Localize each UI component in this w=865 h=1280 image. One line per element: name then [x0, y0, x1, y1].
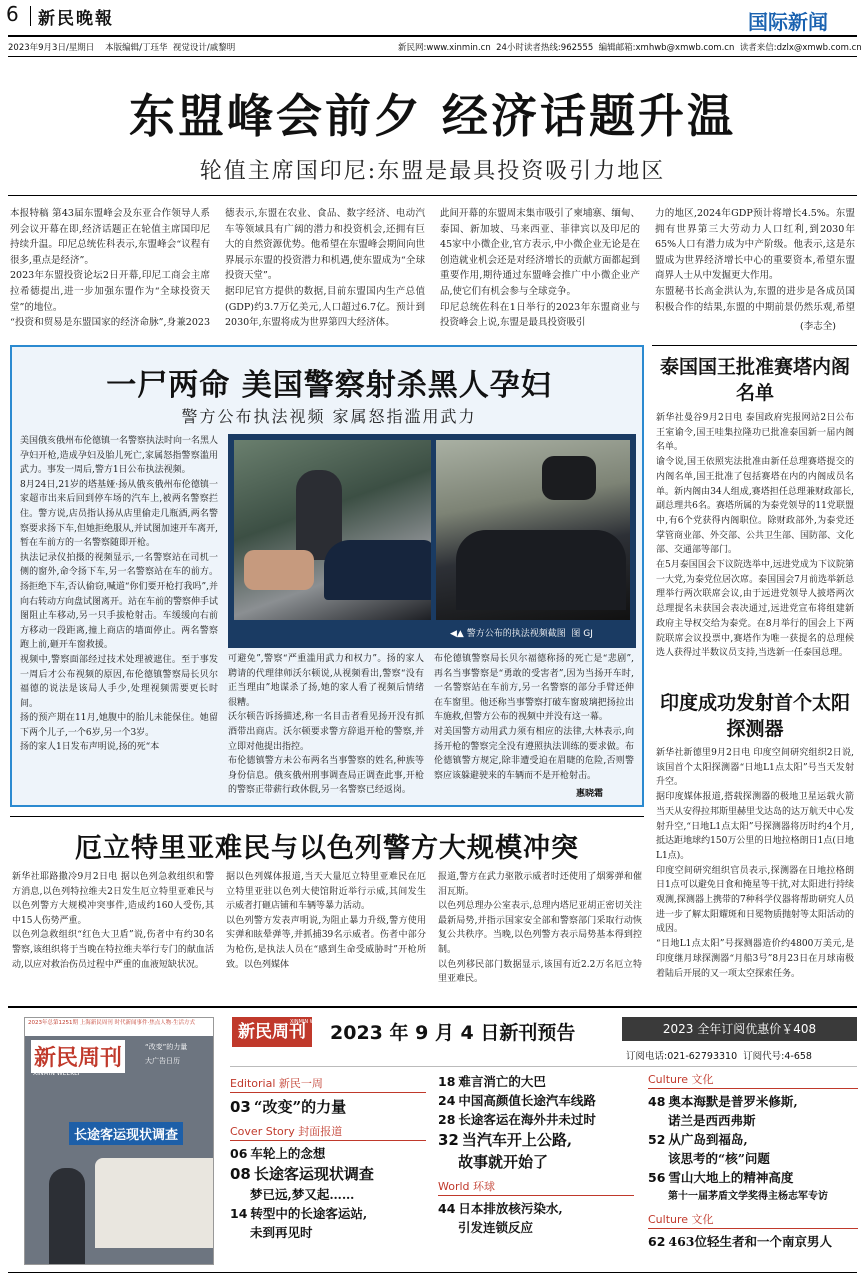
eritrea-column-3 — [438, 870, 642, 988]
preview-item-page: 56 — [648, 1170, 666, 1185]
lead-col3-text: 此间开幕的东盟周末集市吸引了柬埔寨、缅甸、泰国、新加坡、马来西亚、菲律宾以及印尼的45家中小微企业,官方表示,中小微企业无论是在创造就业机会还是对经济增长的贡献方面都起到重要作用,期待通过东盟峰会推广中小微企业产品,使它们有机会参与全球竞争。 印尼总统佐科在1日举行的2023年东盟商业与投资峰会上说,东盟是最具投资吸引 — [440, 208, 640, 329]
preview-item-page: 44 — [438, 1201, 456, 1216]
cover-person-shape — [49, 1168, 85, 1265]
car-windshield-shape — [456, 530, 626, 610]
preview-item-subtitle: 该思考的“核”问题 — [668, 1151, 770, 1166]
preview-item-title: 当汽车开上公路, — [461, 1131, 573, 1149]
eritrea-col1-text: 新华社耶路撒冷9月2日电 据以色列急救组织和警方消息,以色列特拉维夫2日发生厄立特里亚难民与以色列警方大规模冲突事件,造成约160人受伤,其中15人伤势严重。 以色列急救组织“红色大卫盾”说,伤者中有约30名警察,该组织将于当晚在特拉维夫举行专门的献血活动,以应对救治伤员过程中严重的血液短缺状况。 — [12, 872, 214, 970]
lead-col4-text: 力的地区,2024年GDP预计将增长4.5%。东盟拥有世界第三大劳动力人口红利,到2030年65%人口有潜力成为中产阶级。他表示,这是东盟成为世界经济增长中心的重要资本,希望东盟商界人士从中发掘更大作用。 东盟秘书长高金洪认为,东盟的进步是各成员国积极合作的结果,东盟的中期前景仍然乐观,希望 — [655, 208, 855, 313]
photo-caption: ◀▲ 警方公布的执法视频截图 图 GJ — [450, 629, 593, 639]
feature-column-2 — [228, 652, 424, 802]
preview-item-title: 车轮上的念想 — [250, 1146, 326, 1161]
feature-column-1 — [20, 434, 218, 799]
header-rule-2 — [8, 56, 857, 57]
cover-tag-1: “改变”的力量 — [145, 1043, 188, 1051]
preview-item-title: 日本排放核污染水, — [458, 1201, 563, 1216]
preview-item-page: 14 — [230, 1206, 248, 1221]
preview-item-subtitle: 诺兰是西西弗斯 — [668, 1113, 756, 1128]
preview-logo-sub: XINMIN WEEKLY — [290, 1019, 330, 1025]
feature-headline: 一尸两命 美国警察射杀黑人孕妇 — [106, 368, 552, 403]
cover-bus-shape — [95, 1158, 214, 1248]
header-meta-left: 2023年9月3日/星期日 本版编辑/丁珏华 视觉设计/戚黎明 — [8, 43, 236, 53]
lead-byline: (李志全) — [800, 321, 836, 332]
section-title: 国际新闻 — [748, 10, 828, 34]
preview-item-page: 48 — [648, 1094, 666, 1109]
header-divider-small — [30, 6, 31, 26]
preview-item-title: 难言消亡的大巴 — [458, 1074, 546, 1089]
lead-column-3 — [440, 206, 640, 330]
preview-item-subtitle: 故事就开始了 — [458, 1153, 549, 1171]
cover-logo: 新民周刊 — [31, 1040, 125, 1073]
header-rule — [8, 35, 857, 37]
hand-pistol-shape — [244, 550, 314, 590]
preview-item-page: 32 — [438, 1131, 459, 1149]
preview-item-page: 28 — [438, 1112, 456, 1127]
preview-item-page: 52 — [648, 1132, 666, 1147]
preview-item — [648, 1092, 858, 1111]
feature-subhead: 警方公布执法视频 家属怒指滥用武力 — [181, 407, 477, 426]
cover-logo-en: XINMIN WEEKLY — [33, 1070, 81, 1077]
lead-rule — [8, 195, 857, 196]
preview-item — [230, 1096, 426, 1118]
preview-item-title: 463位轻生者和一个南京男人 — [668, 1234, 832, 1249]
lead-headline: 东盟峰会前夕 经济话题升温 — [128, 89, 736, 143]
preview-item-title: 转型中的长途客运站, — [250, 1206, 368, 1221]
eritrea-headline: 厄立特里亚难民与以色列警方大规模冲突 — [75, 833, 579, 864]
bodycam-photo-left — [234, 440, 431, 620]
india-headline: 印度成功发射首个太阳探测器 — [660, 692, 851, 740]
preview-item-page: 06 — [230, 1146, 248, 1161]
eritrea-col3-text: 报道,警方在武力驱散示威者时还使用了烟雾弹和催泪瓦斯。 以色列总理办公室表示,总理内塔尼亚胡正密切关注最新局势,并指示国家安全部和警察部门采取行动恢复公共秩序。当晚,以色列警方表示局势基本得到控制。 以色列移民部门数据显示,该国有近2.2万名厄立特里亚难民。 — [438, 872, 642, 985]
preview-item-page: 62 — [648, 1234, 666, 1249]
preview-item-title: 从广岛到福岛, — [668, 1132, 748, 1147]
feature-byline: 惠晓霜 — [576, 789, 604, 799]
preview-item-title: “改变”的力量 — [253, 1098, 347, 1116]
car-shape — [324, 540, 431, 600]
page-number: 6 — [6, 2, 19, 26]
page-bottom-rule — [8, 1272, 857, 1273]
preview-section-label: Culture 文化 — [648, 1072, 858, 1089]
preview-logo-text: 新民周刊 — [238, 1022, 306, 1042]
eritrea-col2-text: 据以色列媒体报道,当天大量厄立特里亚难民在厄立特里亚驻以色列大使馆附近举行示威,其间发生示威者打砸店铺和车辆等暴力活动。 以色列警方发表声明说,为阻止暴力升级,警方使用实弹和眩晕弹等,并抓捕39名示威者。伤者中部分为枪伤,是执法人员在“感到生命受威胁时”开枪所致。以色列媒体 — [226, 872, 426, 970]
preview-item — [230, 1204, 426, 1223]
lead-col1-text: 本报特稿 第43届东盟峰会及东亚合作领导人系列会议开幕在即,经济话题正在轮值主席国印尼持续升温。印尼总统佐科表示,东盟峰会“议程有很多,重点是经济”。 2023年东盟投资论坛2日开幕,印尼工商会主席拉希德提出,进一步加强东盟作为“全球投资天堂”的地位。 “投资和贸易是东盟国家的经济命脉”,身兼2023 — [10, 208, 210, 329]
preview-column-3 — [648, 1072, 858, 1251]
preview-item — [438, 1199, 634, 1218]
magazine-cover — [24, 1017, 214, 1265]
preview-section-label: Editorial 新民一周 — [230, 1076, 426, 1093]
feature-col2-text: 可避免”,警察“严重滥用武力和权力”。扬的家人聘请的代理律师沃尔顿说,从视频看出,警察“没有正当理由”地谋杀了扬,她的家人看了视频后情绪很糟。 沃尔顿告诉扬描述,称一名目击者看见扬开没有抓酒带出商店。沃尔顿要求警方辞退开枪的警察,并立即对他提出指控。 布伦德镇警方未公布两名当事警察的姓名,种族等身份信息。俄亥俄州刑事调查局正调查此事,开枪的警察正带薪行政休假,另一名警察已经返岗。 — [228, 654, 424, 796]
preview-item — [648, 1232, 858, 1251]
preview-item — [648, 1130, 858, 1149]
preview-top-rule — [8, 1006, 857, 1008]
preview-column-1 — [230, 1076, 426, 1242]
preview-section-label: Culture 文化 — [648, 1212, 858, 1229]
thai-rule — [652, 345, 857, 346]
preview-item-title: 奥本海默是普罗米修斯, — [668, 1094, 798, 1109]
cover-tag-2: 大广告日历 — [145, 1057, 180, 1065]
preview-item — [648, 1168, 858, 1187]
preview-section-label: World 环球 — [438, 1179, 634, 1196]
cover-feature-title: 长途客运现状调查 — [69, 1122, 183, 1145]
feature-column-3 — [434, 652, 634, 802]
preview-item-page: 08 — [230, 1165, 251, 1183]
lead-col2-text: 德表示,东盟在农业、食品、数字经济、电动汽车等领域具有广阔的潜力和投资机会,还拥有巨大的自然资源优势。他希望在东盟峰会期间向世界展示东盟的投资潜力和机遇,使东盟成为“全球投资天堂”。 据印尼官方提供的数据,目前东盟国内生产总值(GDP)约3.7万亿美元,人口超过6.7亿。预计到2030年,东盟将成为世界第四大经济体。 — [225, 208, 425, 329]
lead-subhead: 轮值主席国印尼:东盟是最具投资吸引力地区 — [199, 159, 666, 184]
preview-item-subtitle: 引发连锁反应 — [458, 1220, 534, 1235]
preview-item-page: 03 — [230, 1098, 251, 1116]
preview-item-page: 24 — [438, 1093, 456, 1108]
preview-item — [438, 1091, 634, 1110]
india-column — [656, 746, 854, 986]
preview-item — [438, 1110, 634, 1129]
lead-column-2 — [225, 206, 425, 330]
thai-body-text: 新华社曼谷9月2日电 泰国政府宪报网站2日公布王室谕令,国王哇集拉隆功已批准泰国新一届内阁名单。 谕令说,国王依照宪法批准由新任总理赛塔提交的内阁名单,国王批准了包括赛塔在内的内阁成员名单。新内阁由34人组成,赛塔担任总理兼财政部长,副总理共6名。赛塔所属的为泰党领导的11党联盟中,有6个党获得内阁职位。除财政部外,为泰党还掌管商业部、外交部、公共卫生部、国防部、文化部、交通部等部门。 在5月泰国国会下议院选举中,远进党成为下议院第一大党,为泰党位居次席。泰国国会7月前选举新总理举行两次联席会议,由于远进党领导人披塔两次总理提名未获国会表决通过,远进党宣布将组建新政府主导权交给为泰党。在8月举行的国会上下两院联席会议投票中,赛塔作为唯一获提名的总理候选人获得过半数议员支持,当选新一任泰国总理。 — [656, 413, 854, 659]
feature-col3-text: 布伦德镇警察局长贝尔福德称扬的死亡是“悲剧”,再名当事警察是“勇敢的受害者”,因为当扬开车时,一名警察站在车前方,另一名警察的部分手臂还伸在车窗里。他还称当事警察打破车窗玻璃把扬拉出车施救,但警方公布的视频中并没有这一幕。 对美国警方动用武力须有相应的法律,大林表示,向扬开枪的警察完全没有遵照执法训练的要求做。布伦德镇警方规定,除非遭受迫在眉睫的危险,否则警察应该躲避驶来的车辆而不是开枪射击。 — [434, 654, 634, 781]
preview-item — [230, 1163, 426, 1185]
india-body-text: 新华社新德里9月2日电 印度空间研究组织2日说,该国首个太阳探测器“日地L1点太阳”号当天发射升空。 据印度媒体报道,搭载探测器的极地卫星运载火箭当天从安得拉邦斯里赫里戈达岛的达万航天中心发射升空,“日地L1点太阳”号探测器将历时约4个月,抵达距地球约150万公里的日地拉格朗日1点(日地L1点)。 印度空间研究组织官员表示,探测器在日地拉格朗日1点可以避免日食和掩星等干扰,对太阳进行持续观测,探测器上携带的7种科学仪器将帮助研究人员进一步了解太阳耀斑和日冕物质抛射等太阳活动的成因。 “日地L1点太阳”号探测器造价约4800万美元,是印度继月球探测器“月船3号”8月23日在月球南极着陆后开展的又一项太空探索任务。 — [656, 748, 854, 979]
paper-name: 新民晚報 — [38, 9, 114, 29]
preview-item-subtitle: 未到再见时 — [250, 1225, 313, 1240]
bodycam-photo-right — [436, 440, 630, 620]
cover-top-strip: 2023年总第1251期 上海新民周刊 时代新闻事件·焦点人物·生活方式 — [25, 1018, 214, 1036]
preview-item — [438, 1072, 634, 1091]
preview-item-title: 雪山大地上的精神高度 — [668, 1170, 794, 1185]
preview-item-subtitle: 梦已远,梦又起…… — [250, 1187, 355, 1202]
preview-item-title: 中国高颜值长途汽车线路 — [458, 1093, 596, 1108]
gloved-hand-shape — [542, 456, 596, 500]
preview-order-line: 订阅电话:021-62793310 订阅代号:4-658 — [626, 1051, 812, 1062]
thai-column — [656, 411, 854, 687]
lead-column-4 — [655, 206, 855, 314]
eritrea-column-2 — [226, 870, 426, 988]
preview-column-2 — [438, 1072, 634, 1237]
header-meta-right: 新民网:www.xinmin.cn 24小时读者热线:962555 编辑邮箱:xmhwb@xmwb.com.cn 读者来信:dzlx@xmwb.com.cn — [398, 43, 862, 53]
preview-item-subtitle: 第十一届茅盾文学奖得主杨志军专访 — [668, 1191, 828, 1202]
eritrea-rule — [10, 816, 644, 817]
preview-title: 2023 年 9 月 4 日新刊预告 — [330, 1022, 576, 1044]
preview-title-rule — [230, 1066, 857, 1067]
eritrea-column-1 — [12, 870, 214, 988]
preview-item — [438, 1129, 634, 1151]
preview-item-title: 长途客运在海外井未过时 — [458, 1112, 596, 1127]
thai-headline: 泰国国王批准赛塔内阁名单 — [660, 356, 851, 404]
preview-item — [230, 1144, 426, 1163]
lead-column-1 — [10, 206, 210, 330]
preview-item-page: 18 — [438, 1074, 456, 1089]
preview-price-banner: 2023 全年订阅优惠价￥408 — [622, 1017, 857, 1041]
feature-col1-text: 美国俄亥俄州布伦德镇一名警察执法时向一名黑人孕妇开枪,造成孕妇及胎儿死亡,家属怒指警察滥用武力。事发一周后,警方1日公布执法视频。 8月24日,21岁的塔基娅·扬从俄亥俄州布伦德镇一家超市出来后回到停车场的汽车上,被两名警察拦住。警方说,店员指认扬从店里偷走几瓶酒,两名警察要求扬下车,但她拒绝服从,并试图加速开车离开,暂在车前方的一名警察随即开枪。 执法记录仪拍摄的视频显示,一名警察站在司机一侧的窗外,命令扬下车,另一名警察站在车的前方。扬拒绝下车,否认偷窃,喊道“你们要开枪打我吗”,并向右转动方向盘试图离开。站在车前的警察伸手试图阻止车移动,另一只手拔枪射击。车缓缓向右前方移动一段距离,撞上商店的墙面停止。两名警察跑上前,砸开车窗救援。 视频中,警察面部经过技术处理被遮住。至于事发一周后才公布视频的原因,布伦德镇警察局长贝尔福德的说法是该局人手少,处理视频需要更长时间。 扬的预产期在11月,她腹中的胎儿未能保住。她留下两个儿子,一个6岁,另一个3岁。 扬的家人1日发布声明说,扬的死“本 — [20, 436, 218, 753]
preview-item-title: 长途客运现状调查 — [253, 1165, 374, 1183]
preview-section-label: Cover Story 封面报道 — [230, 1124, 426, 1141]
